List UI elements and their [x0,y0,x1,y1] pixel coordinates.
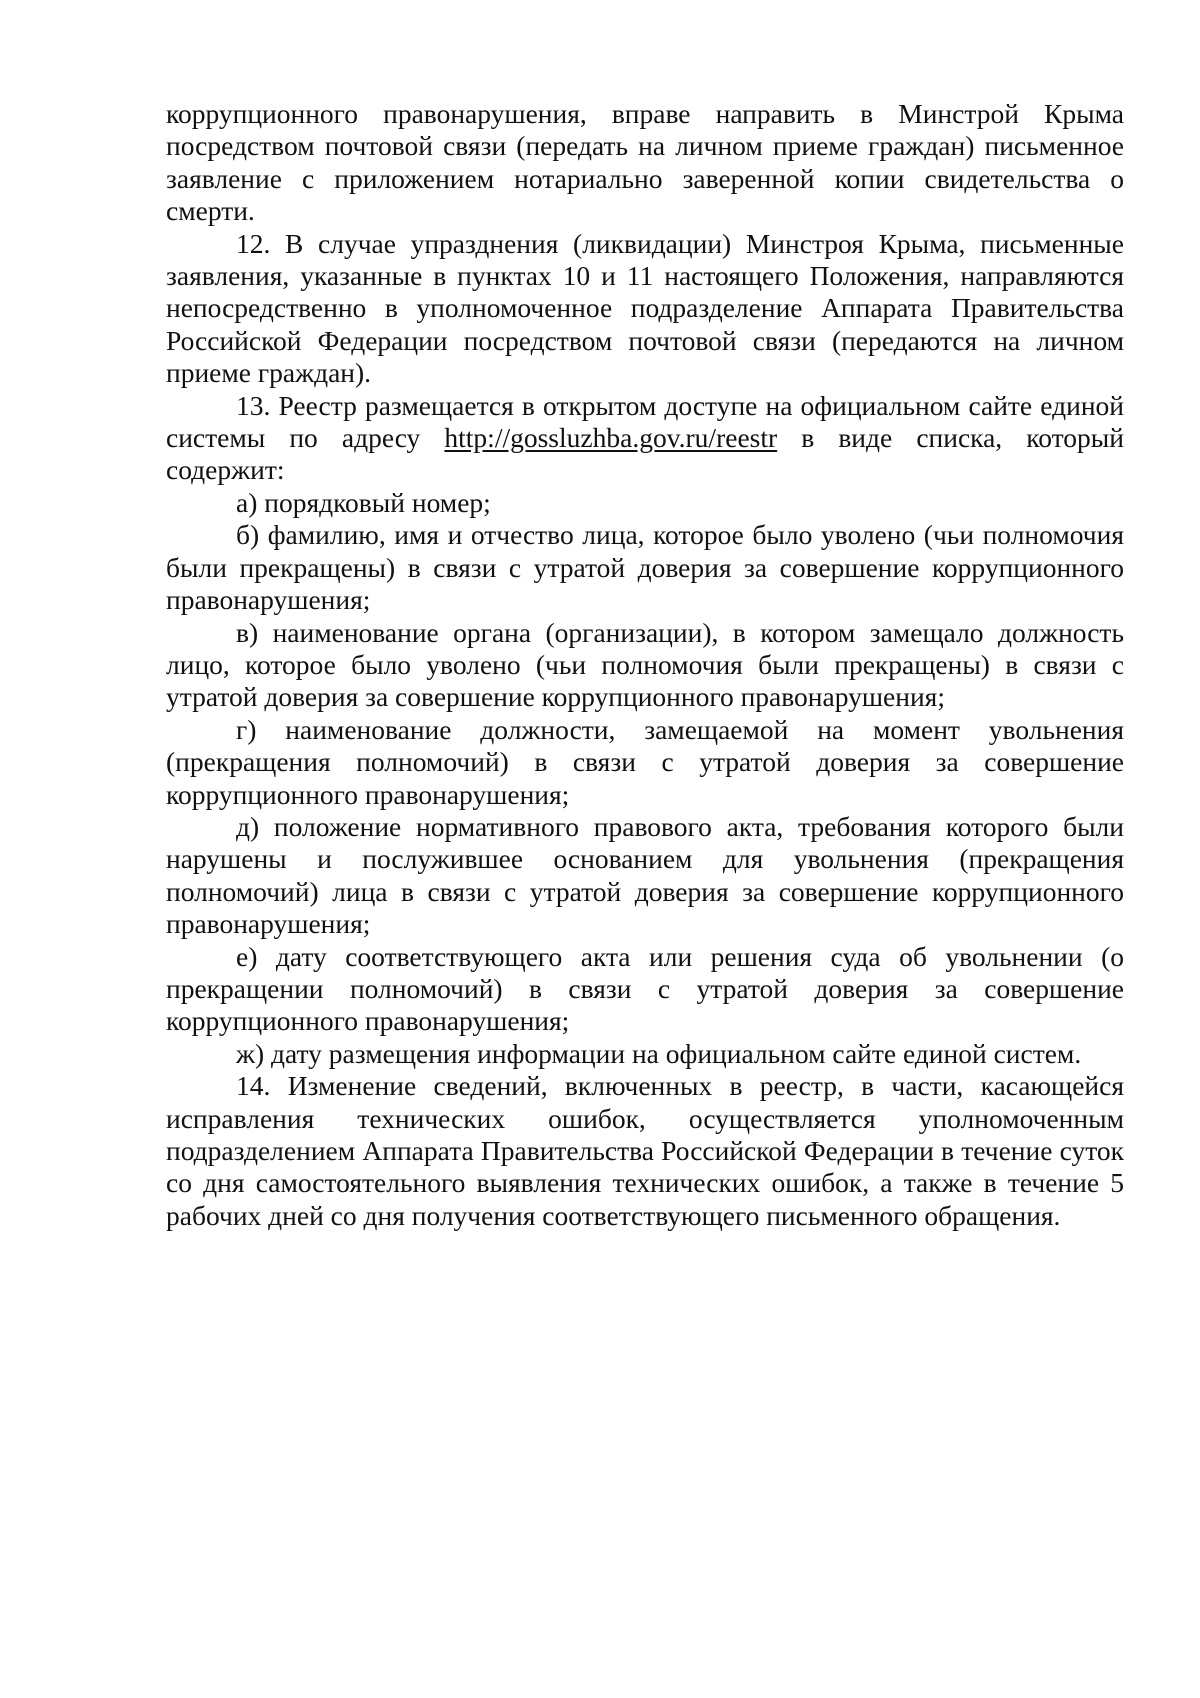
list-item-e: е) дату соответствующего акта или решения суда об увольнении (о прекращении полномочий) в связи с утратой доверия за совершение коррупционного правонарушения; [166,940,1124,1037]
list-item-v: в) наименование органа (организации), в котором замещало должность лицо, которое было уволено (чьи полномочия были прекращены) в связи с утратой доверия за совершение коррупционного правонарушения; [166,616,1124,713]
list-item-a: а) порядковый номер; [236,486,491,518]
list-item-g: г) наименование должности, замещаемой на момент увольнения (прекращения полномочий) в связи с утратой доверия за совершение коррупционного правонарушения; [166,713,1124,810]
registry-link[interactable]: http://gossluzhba.gov.ru/reestr [444,422,778,454]
list-item-b: б) фамилию, имя и отчество лица, которое было уволено (чьи полномочия были прекращены) в связи с утратой доверия за совершение коррупционного правонарушения; [166,519,1124,616]
paragraph-13 [166,390,1124,487]
document-body [166,98,1124,1232]
list-item-zh: ж) дату размещения информации на официальном сайте единой систем. [236,1037,1082,1069]
list-item-d: д) положение нормативного правового акта, требования которого были нарушены и послужившее основанием для увольнения (прекращения полномочий) лица в связи с утратой доверия за совершение коррупционного правонарушения; [166,810,1124,940]
paragraph-13-tail: в виде списка, который содержит: [166,422,1124,486]
paragraph-12: 12. В случае упразднения (ликвидации) Минстроя Крыма, письменные заявления, указанные в пунктах 10 и 11 настоящего Положения, направляются непосредственно в уполномоченное подразделение Аппарата Правительства Российской Федерации посредством почтовой связи (передаются на личном приеме граждан). [166,227,1124,389]
paragraph-14: 14. Изменение сведений, включенных в реестр, в части, касающейся исправления технических ошибок, осуществляется уполномоченным подразделением Аппарата Правительства Российской Федерации в течение суток со дня самостоятельного выявления технических ошибок, а также в течение 5 рабочих дней со дня получения соответствующего письменного обращения. [166,1070,1124,1231]
paragraph-continuation: коррупционного правонарушения, вправе направить в Минстрой Крыма посредством почтовой связи (передать на личном приеме граждан) письменное заявление с приложением нотариально заверенной копии свидетельства о смерти. [166,98,1124,227]
paragraph-13-text: 13. Реестр размещается в открытом доступе на официальном сайте единой системы по адресу [166,389,1124,454]
